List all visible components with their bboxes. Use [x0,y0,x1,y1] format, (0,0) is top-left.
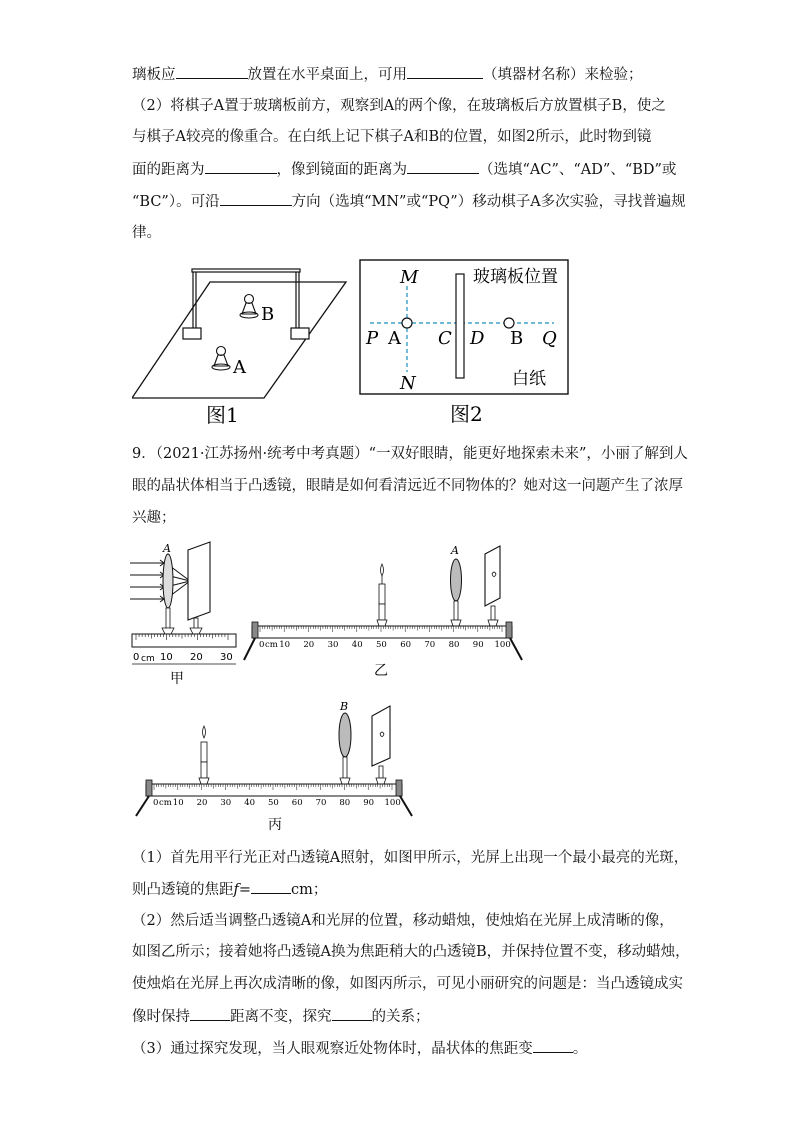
tick-30: 30 [220,652,233,663]
tick-label: 50 [376,640,387,650]
text: 距离不变，探究 [230,1009,332,1025]
tick-label: 60 [291,798,303,808]
unit-label: cm [265,640,278,650]
tick-label: 60 [400,640,412,650]
tick-label: 10 [172,798,184,808]
answer-blank[interactable] [533,1038,573,1053]
text: 面的距离为 [132,162,205,178]
point-b [504,318,514,328]
answer-blank[interactable] [407,159,479,174]
tick-label: 30 [327,640,339,650]
symbol-f: f [233,882,239,898]
q9-stem-line2: 眼的晶状体相当于凸透镜，眼睛是如何看清远近不同物体的？她对这一问题产生了浓厚 [132,478,683,494]
light-screen [188,542,210,620]
q9-p1-line1: （1）首先用平行光正对凸透镜A照射，如图甲所示，光屏上出现一个最小最亮的光斑， [132,850,689,866]
text: cm； [291,882,328,898]
tick-label: 80 [448,640,460,650]
glass-plate [456,274,464,378]
q9-p2-line4 [132,1006,430,1027]
text: 放置在水平桌面上，可用 [247,67,407,83]
tick-label: 20 [303,640,315,650]
figure-1-caption: 图1 [206,403,239,427]
answer-blank[interactable] [205,159,277,174]
label-a: A [233,357,246,378]
text: 璃板应 [132,67,176,83]
text: = [238,882,252,898]
lens-label: A [163,542,171,555]
label-a: A [388,328,401,349]
frame-top [192,269,300,272]
tick-label: 70 [424,640,436,650]
glass-position-label: 玻璃板位置 [473,267,558,287]
q9-p1-line2 [132,879,327,900]
tick-label: 100 [384,798,401,808]
label-c: C [438,328,452,349]
lens-label: A [451,544,459,557]
figure-yi-caption: 乙 [374,663,388,679]
tick-label: 30 [220,798,232,808]
q8-p2-line5: 律。 [132,225,161,241]
text: “BC”）。可沿 [132,194,220,210]
answer-blank[interactable] [332,1006,372,1021]
text: （3）通过探究发现，当人眼观察近处物体时，晶状体的焦距变 [132,1041,533,1057]
convex-lens-a [451,559,462,601]
tick-label: 70 [315,798,327,808]
light-screen [485,546,500,606]
figure-yi [238,540,534,680]
white-paper-label: 白纸 [512,369,546,389]
q8-p2-line1: （2）将棋子A置于玻璃板前方，观察到A的两个像，在玻璃板后方放置棋子B，使之 [132,98,666,114]
q9-p3-line1 [132,1038,587,1059]
tick-label: 40 [244,798,256,808]
candle [201,726,207,778]
tick-label: 0 [153,798,159,808]
figure-2 [358,258,580,434]
ruler [132,634,236,647]
label-p: P [366,328,379,349]
tick-label: 80 [339,798,351,808]
unit-label: cm [141,654,155,664]
q8-p2-line4 [132,191,686,212]
label-m: M [400,267,419,288]
text: 像时保持 [132,1009,190,1025]
convex-lens-b [339,713,351,757]
tick-label: 20 [196,798,208,808]
q8-p2-line2: 与棋子A较亮的像重合。在白纸上记下棋子A和B的位置，如图2所示，此时物到镜 [132,129,652,145]
chess-piece-a [212,347,230,371]
tick-label: 90 [363,798,375,808]
answer-blank[interactable] [190,1006,230,1021]
chess-piece-b [240,295,258,319]
tick-10: 10 [160,652,173,663]
text: （填器材名称）来检验； [483,67,643,83]
answer-blank[interactable] [176,64,248,79]
tick-label: 10 [279,640,291,650]
figure-1 [132,262,352,432]
q9-p2-line3: 使烛焰在光屏上再次成清晰的像，如图丙所示，可见小丽研究的问题是：当凸透镜成实 [132,976,683,992]
tick-20: 20 [190,652,203,663]
figure-jia [130,540,242,690]
tick-label: 100 [494,640,511,650]
q9-stem-line1: 9．（2021·江苏扬州·统考中考真题）“一双好眼睛，能更好地探索未来”，小丽了解到人 [132,446,688,462]
text: 方向（选填“MN”或“PQ”）移动棋子A多次实验，寻找普遍规 [291,194,686,210]
frame-base-left [183,328,201,339]
text: 。 [572,1041,588,1057]
unit-label: cm [159,798,172,808]
text: ，像到镜面的距离为 [276,162,407,178]
figure-bing-caption: 丙 [268,817,282,833]
text: 则凸透镜的焦距 [132,882,234,898]
label-q: Q [542,328,557,349]
text: （选填“AC”、“AD”、“BD”或 [479,162,677,178]
figure-bing [128,698,418,836]
convex-lens-a [163,554,173,608]
figure-jia-caption: 甲 [170,671,184,687]
table-surface [132,282,346,398]
frame-base-right [291,328,309,339]
tick-label: 50 [268,798,279,808]
tick-label: 0 [259,640,265,650]
q9-p2-line1: （2）然后适当调整凸透镜A和光屏的位置，移动蜡烛，使烛焰在光屏上成清晰的像， [132,913,674,929]
label-d: D [470,328,485,349]
q9-stem-line3: 兴趣； [132,510,176,526]
tick-label: 90 [472,640,484,650]
text: 的关系； [371,1009,430,1025]
answer-blank[interactable] [407,64,483,79]
q9-p2-line2: 如图乙所示；接着她将凸透镜A换为焦距稍大的凸透镜B，并保持位置不变，移动蜡烛， [132,944,690,960]
tick-label: 40 [351,640,363,650]
answer-blank[interactable] [220,191,292,206]
answer-blank[interactable] [251,879,291,894]
point-a [402,318,412,328]
q8-p2-line3 [132,159,676,180]
q8-line1 [132,64,643,85]
parallel-light-rays [130,560,190,602]
tick-0: 0 [133,652,140,663]
label-b: B [510,328,524,349]
candle [379,564,385,620]
label-b: B [261,304,275,325]
figure-2-caption: 图2 [450,402,483,426]
lens-label: B [340,700,349,713]
label-n: N [400,373,416,394]
